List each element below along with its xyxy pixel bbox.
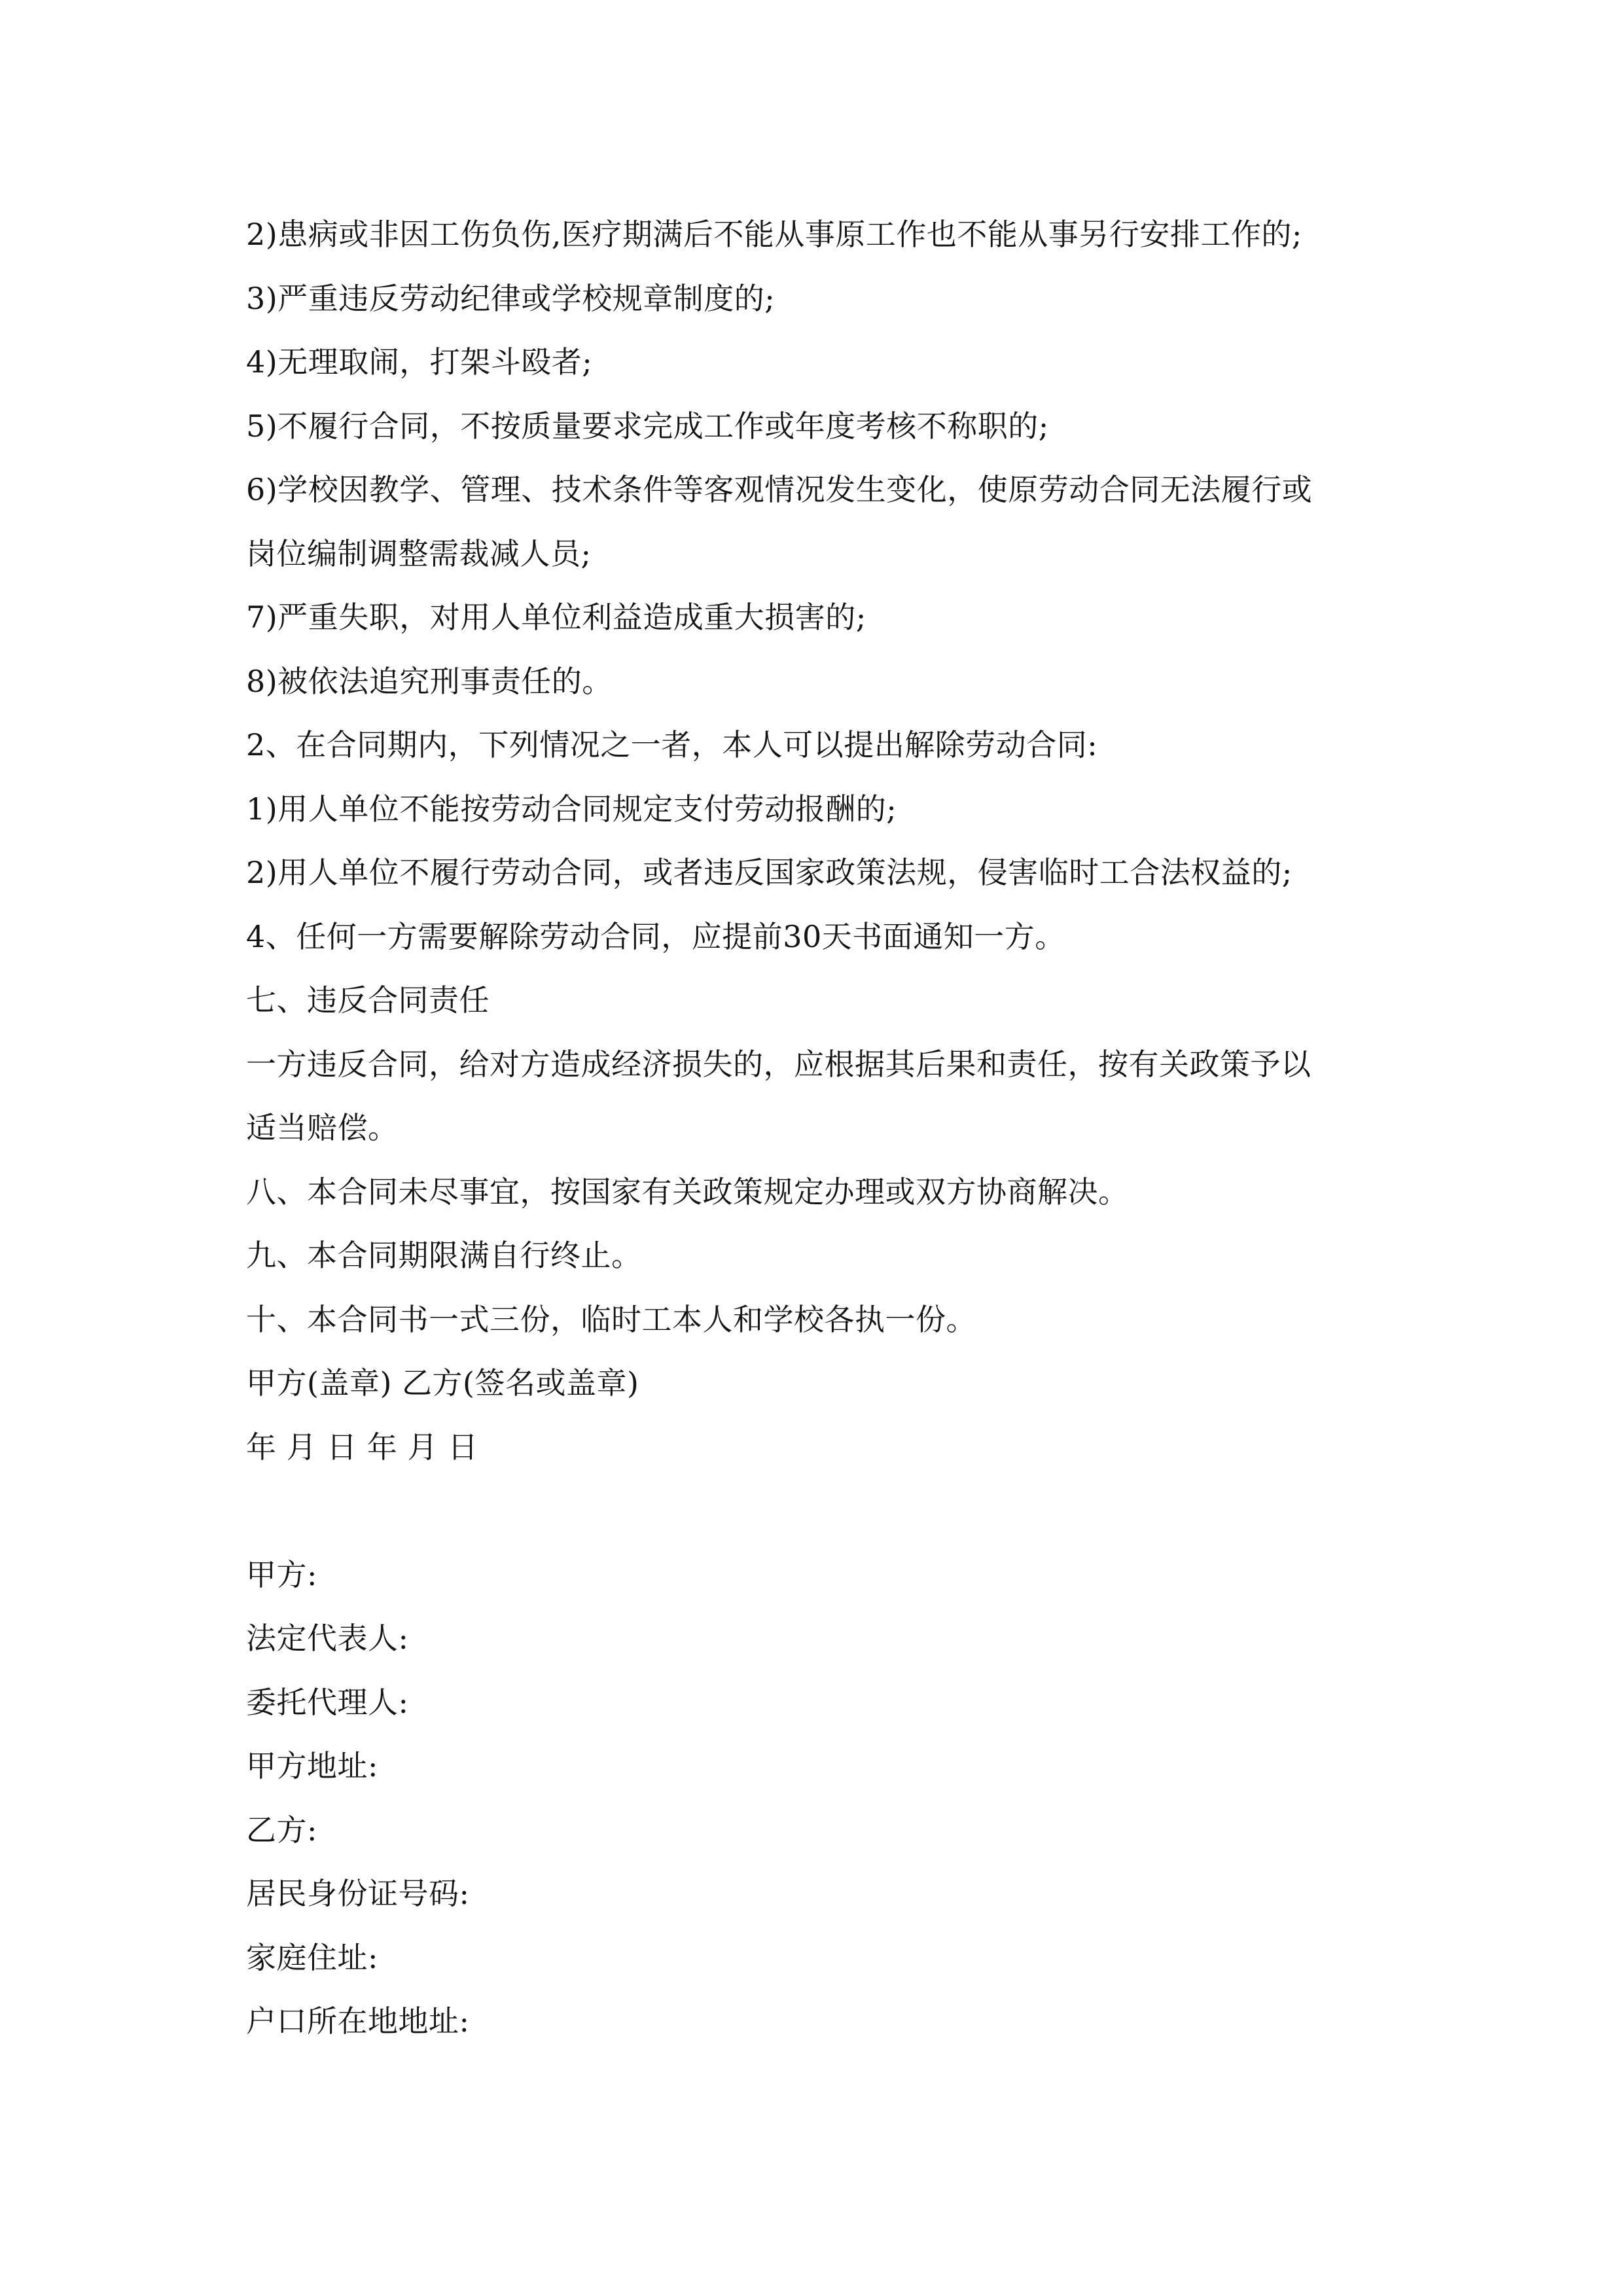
clause-line: 八、本合同未尽事宜，按国家有关政策规定办理或双方协商解决。: [246, 1174, 1129, 1210]
clause-line: 2)患病或非因工伤负伤,医疗期满后不能从事原工作也不能从事另行安排工作的;: [246, 217, 1302, 252]
party-field-label: 居民身份证号码:: [246, 1876, 470, 1911]
clause-line: 4)无理取闹，打架斗殴者;: [246, 344, 593, 380]
contract-text: [246, 203, 1398, 2054]
clause-line: 2、在合同期内，下列情况之一者，本人可以提出解除劳动合同:: [246, 727, 1098, 762]
date-line: 年 月 日 年 月 日: [246, 1429, 478, 1465]
party-field-label: 甲方:: [246, 1556, 317, 1592]
party-field-label: 户口所在地地址:: [246, 2003, 470, 2039]
clause-line: 一方违反合同，给对方造成经济损失的，应根据其后果和责任，按有关政策予以: [246, 1046, 1311, 1082]
clause-line: 3)严重违反劳动纪律或学校规章制度的;: [246, 280, 776, 316]
party-field-label: 委托代理人:: [246, 1684, 409, 1720]
party-field-label: 家庭住址:: [246, 1939, 378, 1975]
clause-line: 九、本合同期限满自行终止。: [246, 1238, 642, 1273]
party-field-label: 甲方地址:: [246, 1748, 378, 1784]
clause-line: 岗位编制调整需裁减人员;: [246, 535, 592, 571]
party-field-label: 法定代表人:: [246, 1621, 409, 1656]
clause-line: 5)不履行合同，不按质量要求完成工作或年度考核不称职的;: [246, 408, 1049, 444]
clause-line: 十、本合同书一式三份，临时工本人和学校各执一份。: [246, 1301, 976, 1337]
signature-line: 甲方(盖章) 乙方(签名或盖章): [246, 1365, 639, 1401]
clause-line: 2)用人单位不履行劳动合同，或者违反国家政策法规，侵害临时工合法权益的;: [246, 855, 1293, 890]
blank-spacer: [246, 1479, 1398, 1543]
party-field-label: 乙方:: [246, 1812, 317, 1848]
clause-line: 4、任何一方需要解除劳动合同，应提前30天书面通知一方。: [246, 918, 1065, 954]
clause-line: 6)学校因教学、管理、技术条件等客观情况发生变化，使原劳动合同无法履行或: [246, 472, 1313, 507]
clause-line: 8)被依法追究刑事责任的。: [246, 663, 613, 699]
clause-line: 1)用人单位不能按劳动合同规定支付劳动报酬的;: [246, 791, 897, 827]
clause-line: 适当赔偿。: [246, 1110, 399, 1145]
section-heading: 七、违反合同责任: [246, 982, 490, 1018]
clause-line: 7)严重失职，对用人单位利益造成重大损害的;: [246, 600, 866, 635]
